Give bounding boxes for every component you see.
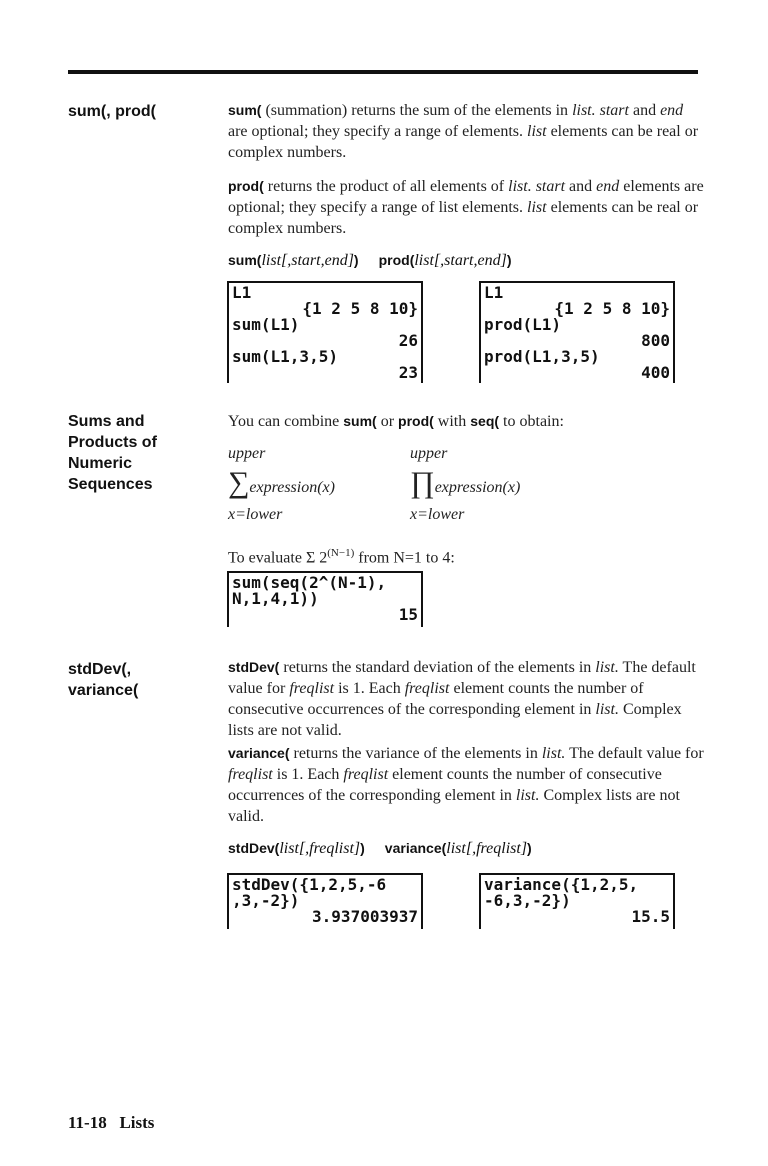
calculator-screen-stddev: stdDev({1,2,5,-6 ,3,-2}) 3.937003937: [227, 873, 423, 929]
pi-lower: x=lower: [410, 506, 465, 523]
page-footer: 11-18 Lists: [68, 1113, 155, 1132]
sigma-formula: ∑expression(x): [228, 466, 335, 499]
section-heading-stddev-variance: stdDev(, variance(: [68, 661, 139, 699]
sigma-lower: x=lower: [228, 506, 283, 523]
sigma-upper: upper: [228, 445, 266, 462]
calculator-screen-prod: L1 {1 2 5 8 10} prod(L1) 800 prod(L1,3,5) 400: [479, 281, 675, 383]
section-heading-sums-products: Sums and Products of Numeric Sequences: [68, 413, 157, 493]
keyword-sum: sum(: [228, 102, 262, 118]
prod-description: prod( returns the product of all elements of list. start and end elements are optional; they specify a range of list elements. list elements can be real or complex numbers.: [228, 178, 704, 237]
syntax-sum-prod: sum(list[,start,end]) prod(list[,start,end]): [228, 252, 512, 269]
keyword-prod: prod(: [228, 178, 264, 194]
pi-upper: upper: [410, 445, 448, 462]
combine-description: You can combine sum( or prod( with seq( to obtain:: [228, 413, 564, 430]
keyword-stddev: stdDev(: [228, 659, 280, 675]
calculator-screen-sum: L1 {1 2 5 8 10} sum(L1) 26 sum(L1,3,5) 23: [227, 281, 423, 383]
section-heading-sum-prod: sum(, prod(: [68, 103, 156, 120]
calculator-screen-variance: variance({1,2,5, -6,3,-2}) 15.5: [479, 873, 675, 929]
pi-formula: ∏expression(x): [410, 466, 521, 499]
calculator-screen-seq: sum(seq(2^(N-1), N,1,4,1)) 15: [227, 571, 423, 627]
sigma-symbol: ∑: [228, 466, 250, 499]
pi-symbol: ∏: [410, 466, 435, 499]
top-rule: [68, 70, 698, 74]
stddev-description: stdDev( returns the standard deviation of the elements in list. The default value for freqlist is 1. Each freqlist element counts the number of consecutive occurrences of the corresponding element in list. Complex lists are not valid.: [228, 659, 696, 739]
keyword-variance: variance(: [228, 745, 290, 761]
variance-description: variance( returns the variance of the elements in list. The default value for freqlist is 1. Each freqlist element counts the number of consecutive occurrences of the corresponding element in list. Complex lists are not valid.: [228, 745, 704, 825]
syntax-stddev-variance: stdDev(list[,freqlist]) variance(list[,freqlist]): [228, 840, 532, 857]
sum-description: sum( (summation) returns the sum of the elements in list. start and end are optional; they specify a range of elements. list elements can be real or complex numbers.: [228, 102, 699, 161]
evaluate-description: To evaluate Σ $2^{(N-1)}$ from N=1 to 4:: [228, 547, 455, 567]
